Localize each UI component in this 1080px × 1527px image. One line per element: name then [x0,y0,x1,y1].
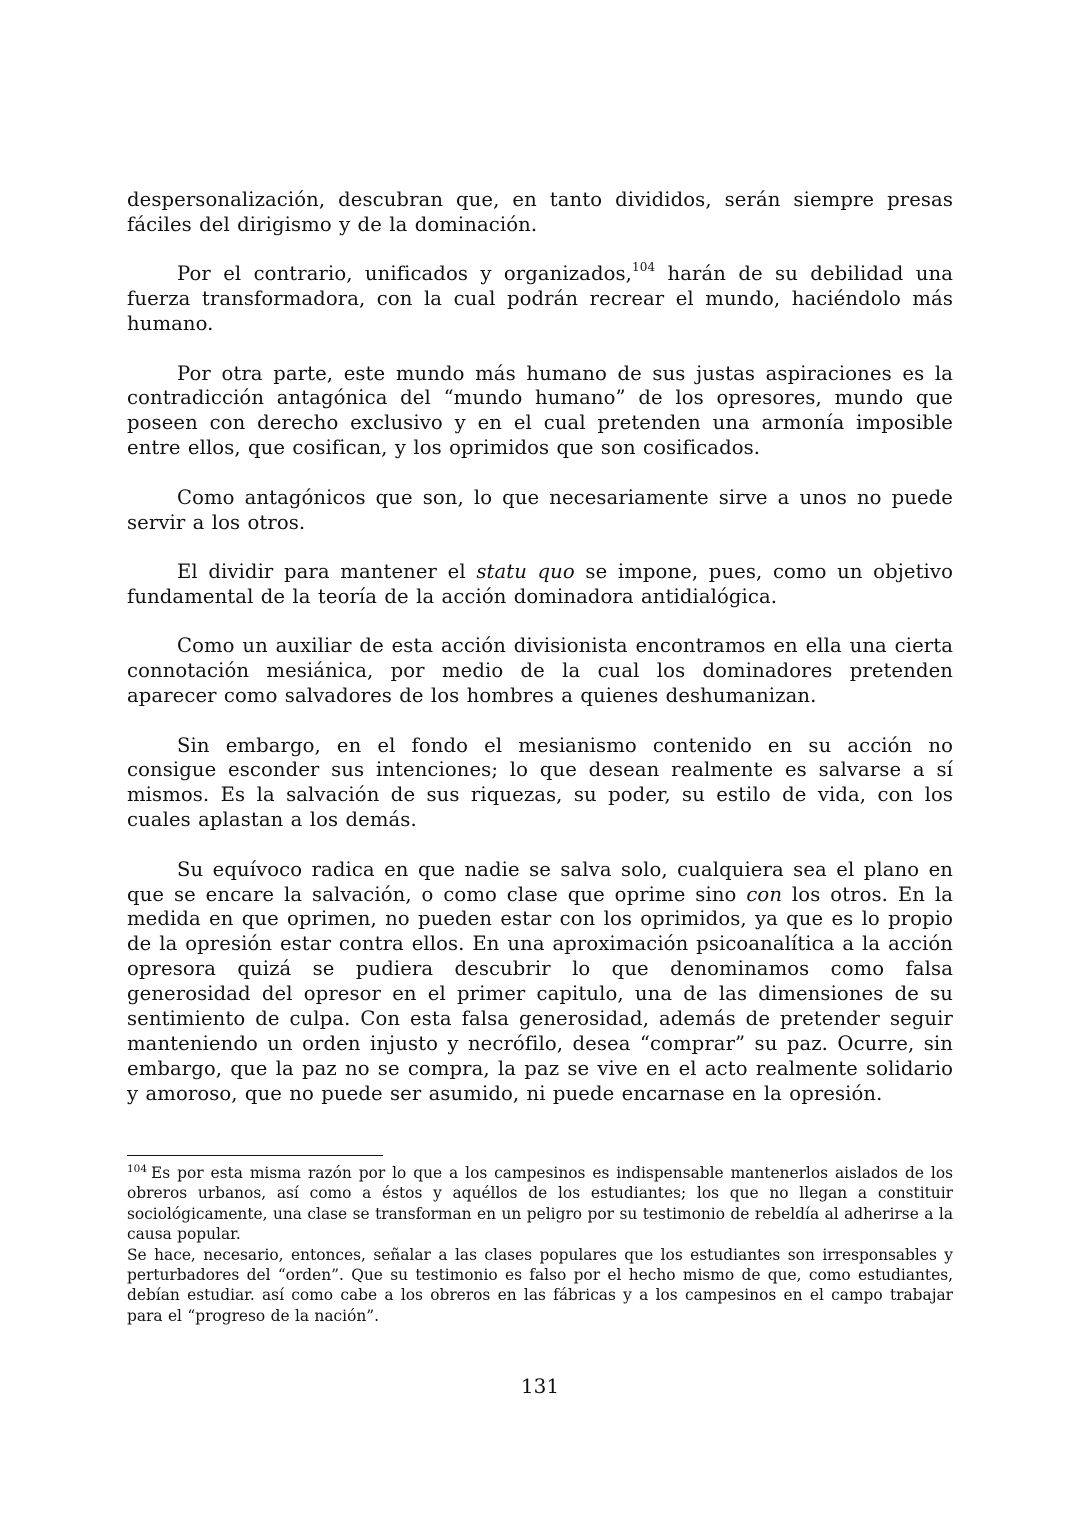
paragraph-8-text-start: Su equívoco radica en que nadie se salva solo, cualquiera sea el plano en que se encare la salvación, o como clase que oprime sino [127,857,953,906]
footnote-reference-104[interactable]: 104 [631,259,656,274]
paragraph-1-text: despersonalización, descubran que, en tanto divididos, serán siempre presas fáciles del dirigismo y de la dominación. [127,188,953,236]
paragraph-2-text-start: Por el contrario, unificados y organizados, [177,262,632,286]
paragraph-7 [127,734,953,834]
footnote-104 [127,1163,953,1326]
paragraph-1 [127,188,953,238]
paragraph-2-text-end: harán de su debilidad una fuerza transformadora, con la cual podrán recrear el mundo, haciéndolo más humano. [127,262,953,336]
paragraph-2 [127,259,953,337]
paragraph-5 [127,560,953,610]
paragraph-6-text: Como un auxiliar de esta acción divisionista encontramos en ella una cierta connotación mesiánica, por medio de la cual los dominadores pretenden aparecer como salvadores de los hombres a quienes deshumanizan. [127,634,953,708]
paragraph-5-text-end: se impone, pues, como un objetivo fundamental de la teoría de la acción dominadora antidialógica. [127,559,953,608]
paragraph-5-italic-term: statu quo [476,559,575,583]
paragraph-3-text: Por otra parte, este mundo más humano de sus justas aspiraciones es la contradicción antagónica del “mundo humano” de los opresores, mundo que poseen con derecho exclusivo y en el cual pretenden una armonía imposible entre ellos, que cosifican, y los oprimidos que son cosificados. [127,361,953,460]
paragraph-5-text-start: El dividir para mantener el [177,559,477,583]
footnote-paragraph-2 [127,1245,953,1327]
footnote-separator [127,1155,383,1156]
footnote-number: 104 [127,1162,148,1175]
paragraph-7-text: Sin embargo, en el fondo el mesianismo contenido en su acción no consigue esconder sus intenciones; lo que desean realmente es salvarse a sí mismos. Es la salvación de sus riquezas, su poder, su estilo de vida, con los cuales aplastan a los demás. [127,733,953,832]
body-text [127,188,953,1131]
footnote-paragraph-1 [127,1163,953,1245]
paragraph-8 [127,858,953,1107]
page-number: 131 [520,1374,560,1398]
paragraph-4-text: Como antagónicos que son, lo que necesariamente sirve a unos no puede servir a los otros. [127,485,953,534]
paragraph-8-italic-word: con [746,882,783,906]
footnote-text-1: Es por esta misma razón por lo que a los campesinos es indispensable mantenerlos aislados de los obreros urbanos, así como a éstos y aquéllos de los estudiantes; los que no llegan a constituir sociológicamente, una clase se transforman en un peligro por su testimonio de rebeldía al adherirse a la causa popular. [127,1164,953,1244]
paragraph-6 [127,634,953,709]
footnote-text-2: Se hace, necesario, entonces, señalar a las clases populares que los estudiantes son irresponsables y perturbadores del “orden”. Que su testimonio es falso por el hecho mismo de que, como estudiantes, debían estudiar. así como cabe a los obreros en las fábricas y a los campesinos en el campo trabajar para el “progreso de la nación”. [127,1245,953,1325]
paragraph-3 [127,362,953,462]
paragraph-4 [127,486,953,536]
paragraph-8-text-end: los otros. En la medida en que oprimen, no pueden estar con los oprimidos, ya que es lo propio de la opresión estar contra ellos. En una aproximación psicoanalítica a la acción opresora quizá se pudiera descubrir lo que denominamos como falsa generosidad del opresor en el primer capitulo, una de las dimensiones de su sentimiento de culpa. Con esta falsa generosidad, además de pretender seguir manteniendo un orden injusto y necrófilo, desea “comprar” su paz. Ocurre, sin embargo, que la paz no se compra, la paz se vive en el acto realmente solidario y amoroso, que no puede ser asumido, ni puede encarnase en la opresión. [127,882,953,1105]
